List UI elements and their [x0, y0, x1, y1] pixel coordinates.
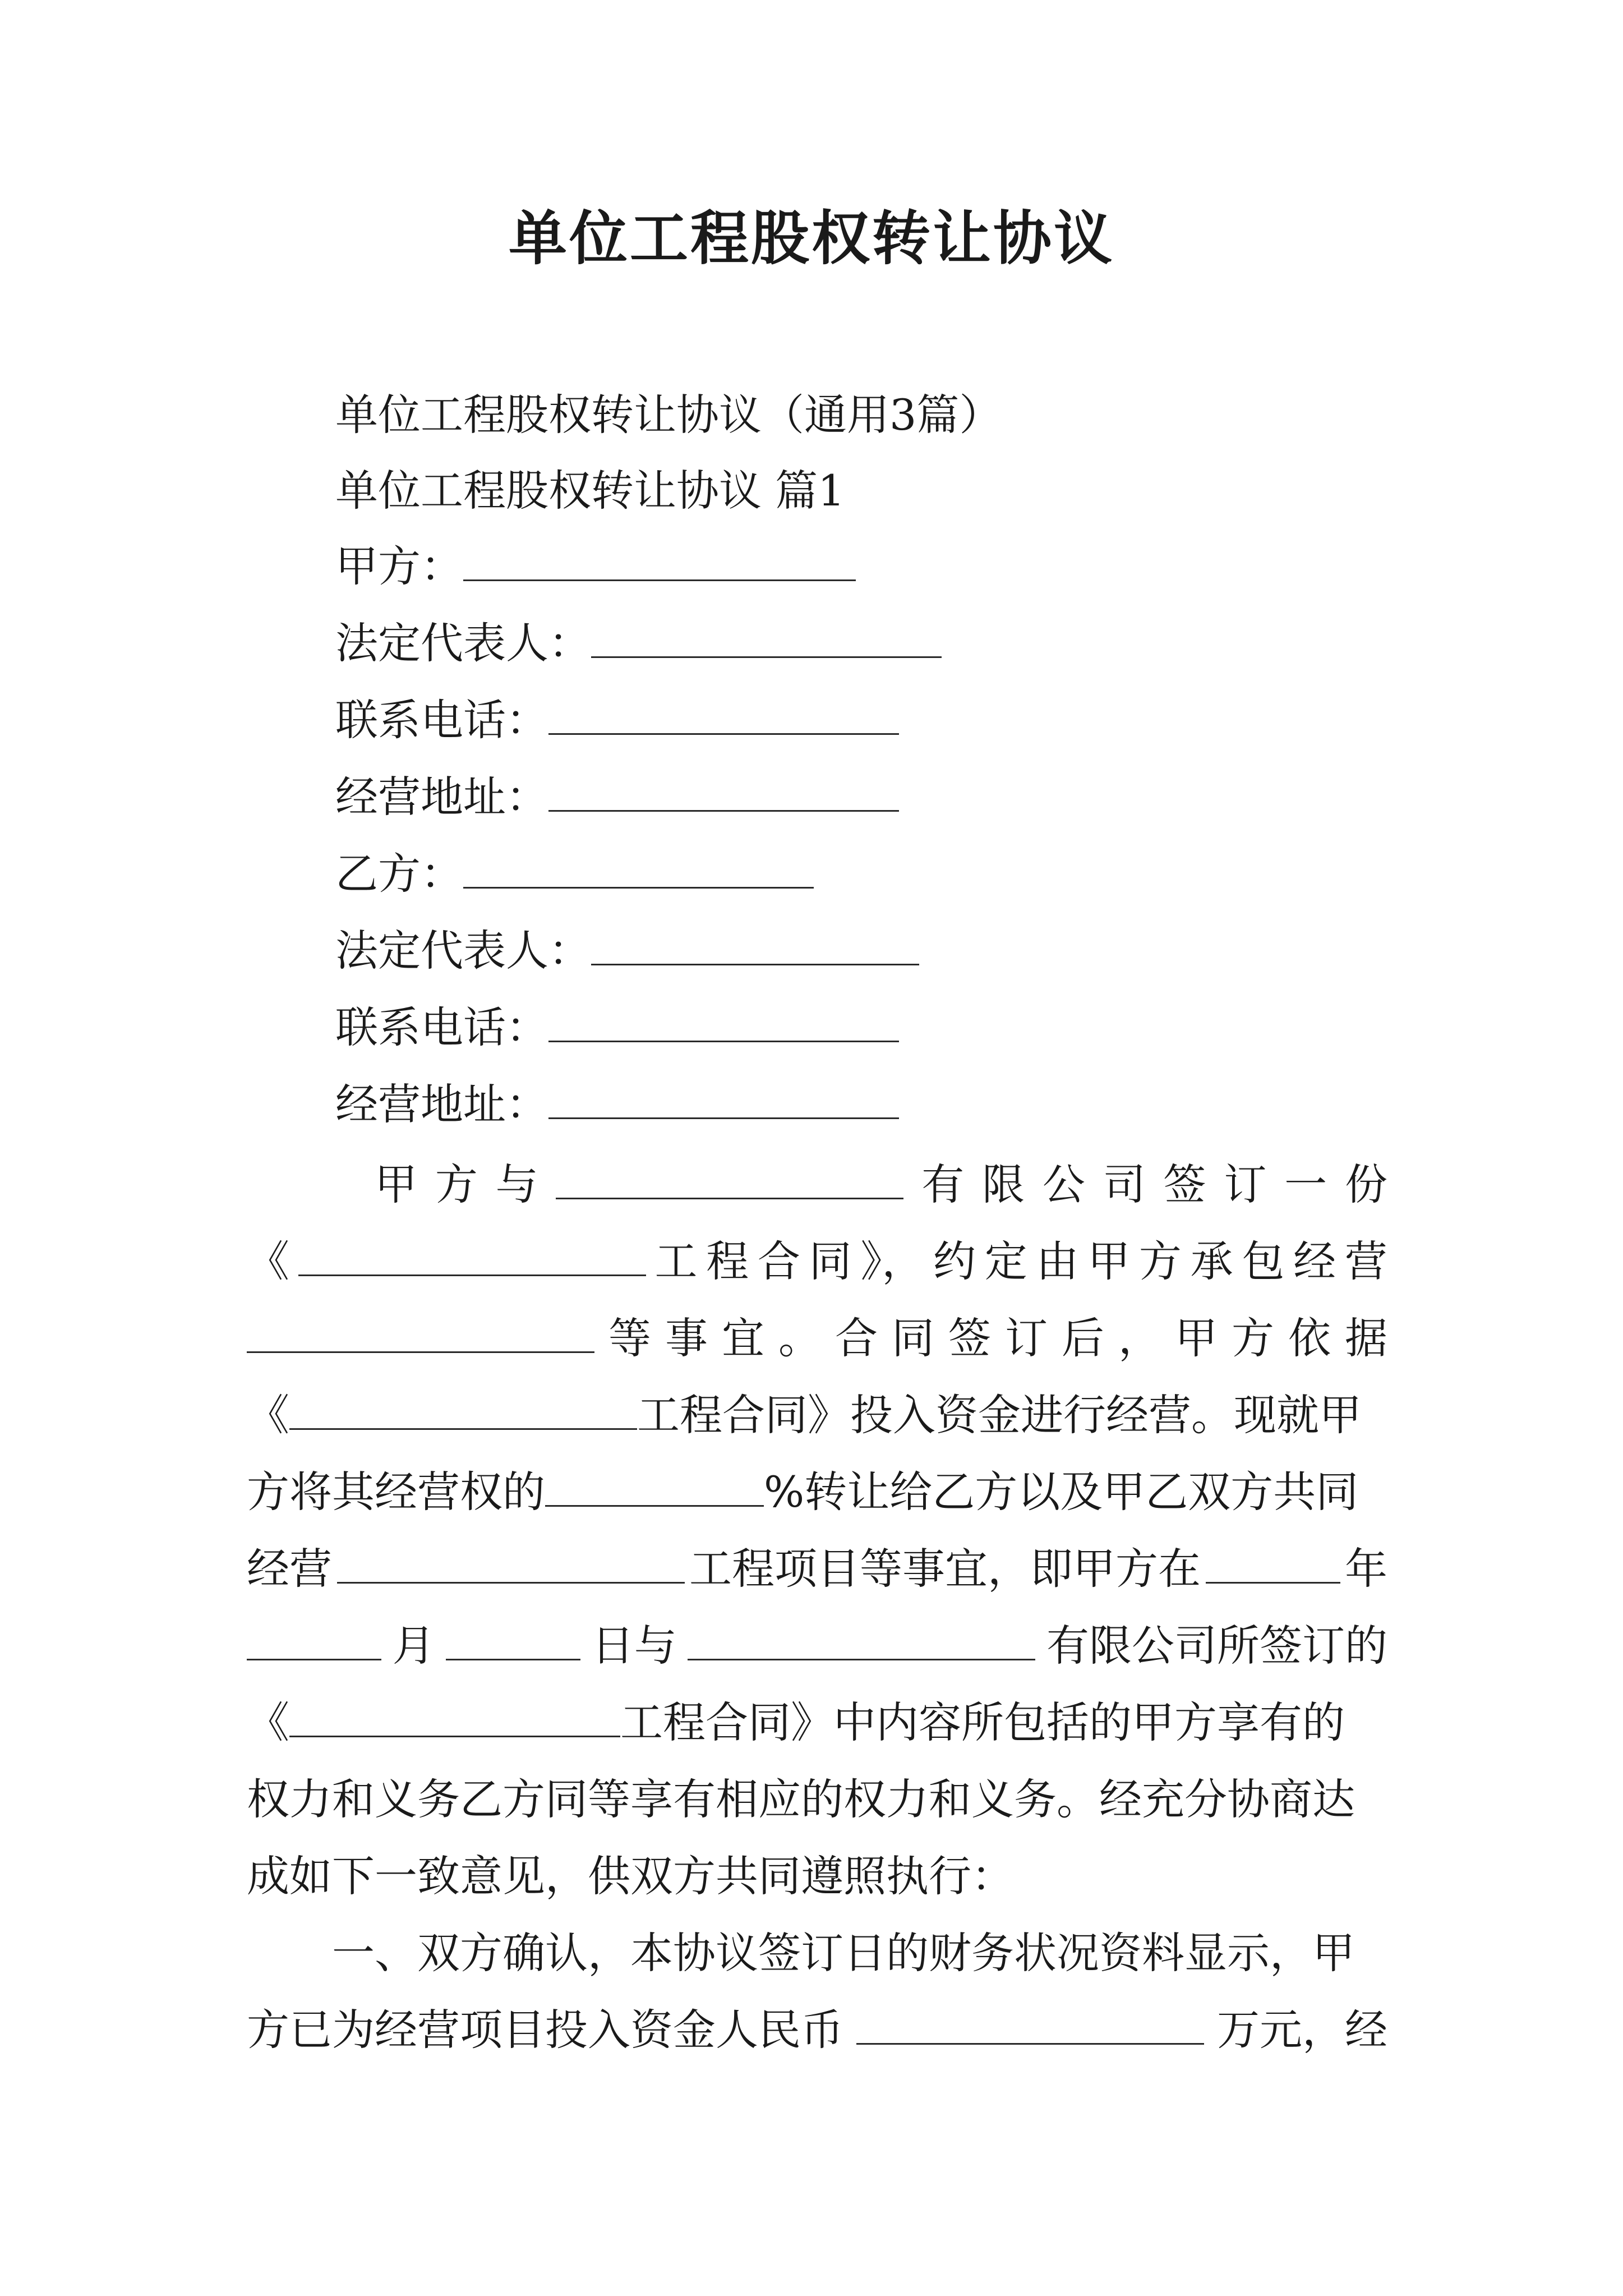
body-char: 宜 [722, 1313, 764, 1363]
party-b-field [335, 846, 814, 902]
body-text: 《 [247, 1390, 289, 1440]
body-text: %转让给乙方以及甲乙双方共同 [764, 1467, 1359, 1517]
body-text: 工程项目等事宜，即甲方在 [689, 1544, 1201, 1594]
body-line-9 [247, 1761, 1387, 1838]
contract-blank [289, 1395, 637, 1430]
body-char: 。 [778, 1313, 821, 1363]
body-text: 工程合同》投入资金进行经营。现就甲 [637, 1390, 1362, 1440]
body-line-11 [247, 1915, 1387, 1991]
contract-blank [289, 1702, 620, 1737]
body-char: 同 [892, 1313, 934, 1363]
body-char: 公 [1042, 1159, 1085, 1209]
party-b-phone-field [335, 1000, 899, 1056]
party-a-phone-field [335, 692, 899, 748]
body-text: 工程合同》中内容所包括的甲方享有的 [620, 1697, 1345, 1747]
body-char: 事 [665, 1313, 708, 1363]
body-line-2 [247, 1223, 1387, 1300]
body-char: 工 [654, 1236, 698, 1286]
party-a-field [335, 539, 856, 595]
year-blank [1206, 1548, 1340, 1584]
body-char: 程 [706, 1236, 749, 1286]
body-text: 《 [247, 1697, 289, 1747]
project-blank [337, 1548, 685, 1584]
document-title: 单位工程股权转让协议 [508, 204, 1114, 273]
body-char: 据 [1345, 1313, 1387, 1363]
party-a-phone-blank [548, 696, 899, 735]
body-char: 约 [933, 1236, 976, 1286]
body-char: 营 [1344, 1236, 1387, 1286]
body-char: 由 [1036, 1236, 1079, 1286]
body-line-12 [247, 1991, 1387, 2068]
body-line-5 [247, 1453, 1387, 1530]
body-text: 经营 [247, 1544, 332, 1594]
party-b-phone-label: 联系电话： [335, 1002, 548, 1052]
body-char: 甲 [1087, 1236, 1131, 1286]
body-text: 月 [392, 1621, 435, 1671]
body-line-3 [247, 1300, 1387, 1377]
company-blank [556, 1164, 903, 1199]
body-char: 依 [1288, 1313, 1331, 1363]
percent-blank [545, 1471, 764, 1507]
party-a-address-blank [548, 773, 899, 812]
body-char: 有 [921, 1159, 965, 1209]
month-blank [247, 1625, 381, 1660]
party-a-rep-field [335, 615, 942, 671]
body-line-1 [247, 1146, 1387, 1223]
body-char: 司 [1103, 1159, 1146, 1209]
body-char: 方 [1138, 1236, 1182, 1286]
party-a-label: 甲方： [335, 541, 463, 591]
party-a-rep-label: 法定代表人： [335, 618, 591, 668]
body-char: 与 [495, 1159, 538, 1209]
body-text: 成如下一致意见，供双方共同遵照执行： [247, 1851, 1014, 1901]
party-a-address-field [335, 769, 899, 825]
party-b-rep-blank [591, 927, 919, 965]
body-char: 包 [1242, 1236, 1285, 1286]
body-char: ， [1118, 1313, 1161, 1363]
body-char: 等 [608, 1313, 651, 1363]
body-char: 《 [247, 1236, 289, 1286]
body-char: 订 [1005, 1313, 1048, 1363]
party-a-blank [463, 542, 856, 581]
party-a-address-label: 经营地址： [335, 772, 548, 822]
body-text: 方将其经营权的 [247, 1467, 545, 1517]
company-blank [688, 1625, 1035, 1660]
body-char: 份 [1344, 1159, 1387, 1209]
body-paragraph-1 [247, 1146, 1387, 1915]
body-char: 甲 [1175, 1313, 1218, 1363]
body-text: 年 [1345, 1544, 1387, 1594]
body-paragraph-2 [247, 1915, 1387, 2068]
body-char: 一 [1284, 1159, 1327, 1209]
body-char: 后 [1062, 1313, 1104, 1363]
body-text: 权力和义务乙方同等享有相应的权力和义务。经充分协商达 [247, 1774, 1355, 1824]
body-char: 限 [982, 1159, 1025, 1209]
body-char: 签 [1163, 1159, 1206, 1209]
contract-blank [298, 1241, 646, 1276]
party-a-rep-blank [591, 619, 942, 658]
body-char: 合 [757, 1236, 800, 1286]
body-char: 签 [948, 1313, 991, 1363]
body-text: 有限公司所签订的 [1046, 1621, 1387, 1671]
body-char: 合 [835, 1313, 878, 1363]
body-char: 方 [1232, 1313, 1274, 1363]
party-b-address-field [335, 1076, 899, 1133]
body-char: 经 [1293, 1236, 1336, 1286]
body-char: 承 [1190, 1236, 1233, 1286]
matter-blank [247, 1318, 594, 1353]
body-char: 》， [860, 1236, 925, 1286]
body-char: 甲 [375, 1159, 417, 1209]
body-line-4 [247, 1377, 1387, 1453]
party-b-blank [463, 850, 814, 889]
party-b-rep-label: 法定代表人： [335, 926, 591, 976]
party-b-phone-blank [548, 1004, 899, 1042]
body-line-6 [247, 1530, 1387, 1607]
party-b-rep-field [335, 923, 919, 979]
body-char: 同 [809, 1236, 852, 1286]
body-text: 日与 [591, 1621, 677, 1671]
body-char: 订 [1224, 1159, 1267, 1209]
amount-blank [856, 2009, 1204, 2045]
body-text: 方已为经营项目投入资金人民币 [247, 2005, 843, 2055]
body-char: 定 [984, 1236, 1027, 1286]
section-heading: 单位工程股权转让协议 篇1 [335, 466, 845, 516]
body-line-7 [247, 1607, 1387, 1684]
body-char: 方 [435, 1159, 478, 1209]
party-b-address-label: 经营地址： [335, 1079, 548, 1129]
body-text: 万元，经 [1217, 2005, 1387, 2055]
party-b-address-blank [548, 1080, 899, 1119]
party-b-label: 乙方： [335, 849, 463, 899]
party-a-phone-label: 联系电话： [335, 695, 548, 745]
document-subtitle: 单位工程股权转让协议（通用3篇） [335, 390, 1002, 440]
day-blank [446, 1625, 580, 1660]
body-text: 一、双方确认，本协议签订日的财务状况资料显示，甲 [332, 1928, 1355, 1978]
body-line-8 [247, 1684, 1387, 1761]
body-line-10 [247, 1838, 1387, 1915]
